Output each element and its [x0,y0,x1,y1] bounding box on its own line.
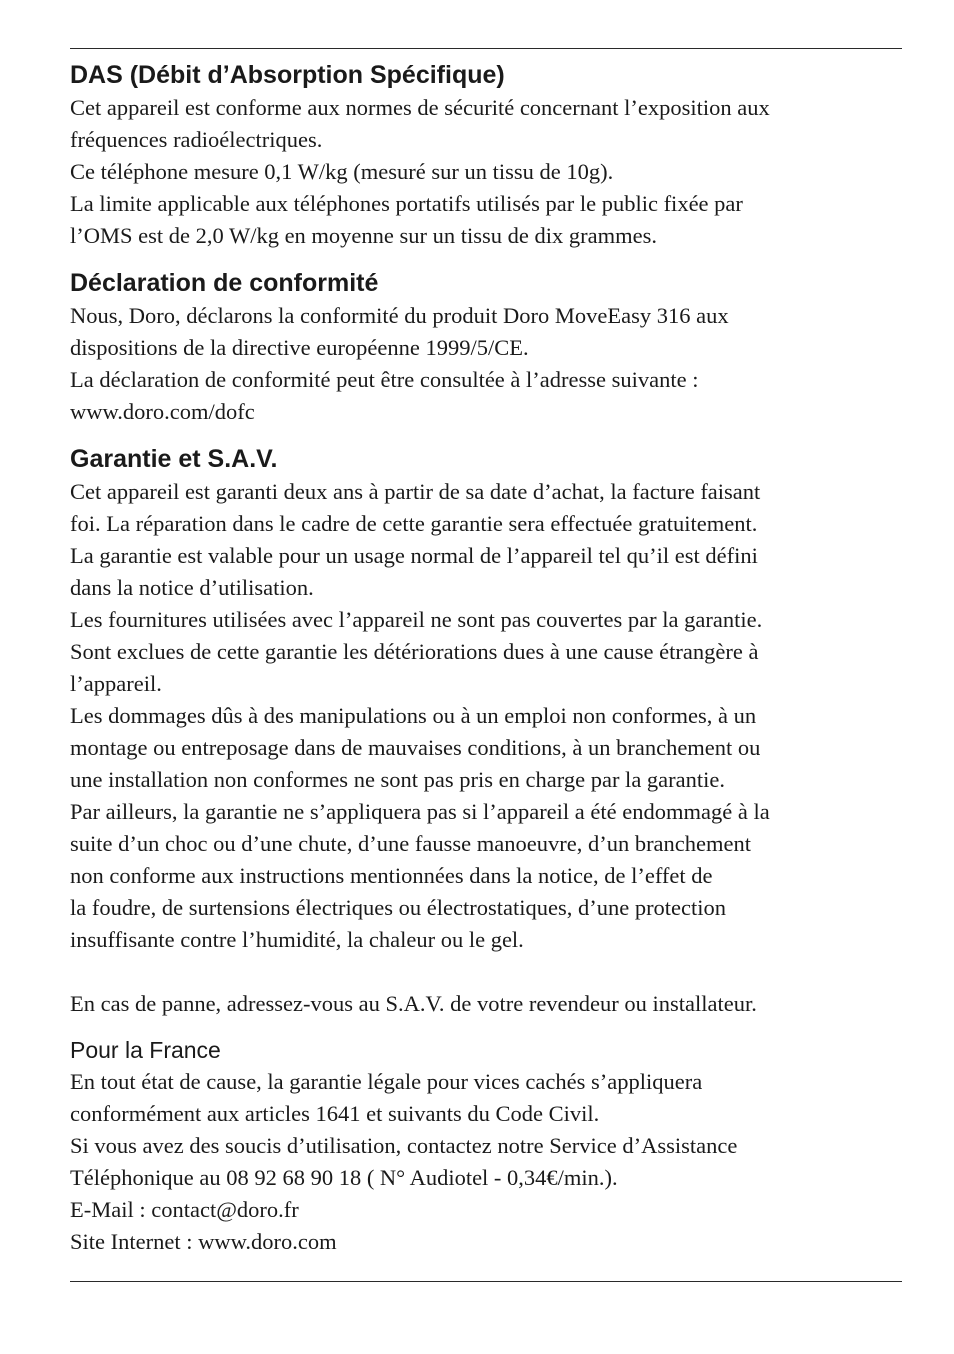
declaration-link[interactable]: www.doro.com/dofc [70,399,255,424]
section-declaration [70,266,910,428]
das-heading: DAS (Débit d’Absorption Spécifique) [70,61,505,89]
garantie-line: non conforme aux instructions mentionnées dans la notice, de l’effet de [70,863,713,888]
das-line: Cet appareil est conforme aux normes de sécurité concernant l’exposition aux [70,95,770,120]
section-das [70,58,910,252]
declaration-heading: Déclaration de conformité [70,269,379,297]
garantie-line: Par ailleurs, la garantie ne s’appliquera pas si l’appareil a été endommagé à la [70,799,770,824]
das-line: l’OMS est de 2,0 W/kg en moyenne sur un tissu de dix grammes. [70,223,658,248]
garantie-panne: En cas de panne, adressez-vous au S.A.V. de votre revendeur ou installateur. [70,991,757,1016]
garantie-line: une installation non conformes ne sont pas pris en charge par la garantie. [70,767,726,792]
france-line: conformément aux articles 1641 et suivants du Code Civil. [70,1101,600,1126]
paragraph-gap [70,956,910,988]
france-email[interactable]: E-Mail : contact@doro.fr [70,1197,299,1222]
garantie-line: Les fournitures utilisées avec l’appareil ne sont pas couvertes par la garantie. [70,607,763,632]
declaration-line: Nous, Doro, déclarons la conformité du produit Doro MoveEasy 316 aux [70,303,729,328]
garantie-line: La garantie est valable pour un usage normal de l’appareil tel qu’il est défini [70,543,758,568]
garantie-line: dans la notice d’utilisation. [70,575,314,600]
garantie-line: montage ou entreposage dans de mauvaises conditions, à un branchement ou [70,735,761,760]
top-rule [70,48,902,49]
garantie-line: Les dommages dûs à des manipulations ou à un emploi non conformes, à un [70,703,757,728]
declaration-line: La déclaration de conformité peut être consultée à l’adresse suivante : [70,367,699,392]
france-line: Téléphonique au 08 92 68 90 18 ( N° Audiotel - 0,34€/min.). [70,1165,618,1190]
garantie-line: Sont exclues de cette garantie les détériorations dues à une cause étrangère à [70,639,759,664]
france-heading: Pour la France [70,1037,221,1063]
france-line: Si vous avez des soucis d’utilisation, contactez notre Service d’Assistance [70,1133,738,1158]
page-content [70,58,910,1272]
garantie-line: l’appareil. [70,671,162,696]
france-line: En tout état de cause, la garantie légale pour vices cachés s’appliquera [70,1069,703,1094]
garantie-heading: Garantie et S.A.V. [70,445,278,473]
garantie-line: Cet appareil est garanti deux ans à partir de sa date d’achat, la facture faisant [70,479,761,504]
das-line: fréquences radioélectriques. [70,127,323,152]
bottom-rule [70,1281,902,1282]
section-garantie [70,442,910,1020]
garantie-line: la foudre, de surtensions électriques ou électrostatiques, d’une protection [70,895,727,920]
garantie-line: suite d’un choc ou d’une chute, d’une fausse manoeuvre, d’un branchement [70,831,752,856]
garantie-line: insuffisante contre l’humidité, la chaleur ou le gel. [70,927,524,952]
das-line: La limite applicable aux téléphones portatifs utilisés par le public fixée par [70,191,743,216]
france-website[interactable]: Site Internet : www.doro.com [70,1229,337,1254]
section-france [70,1034,910,1258]
das-line: Ce téléphone mesure 0,1 W/kg (mesuré sur un tissu de 10g). [70,159,614,184]
declaration-line: dispositions de la directive européenne 1999/5/CE. [70,335,529,360]
garantie-line: foi. La réparation dans le cadre de cette garantie sera effectuée gratuitement. [70,511,758,536]
